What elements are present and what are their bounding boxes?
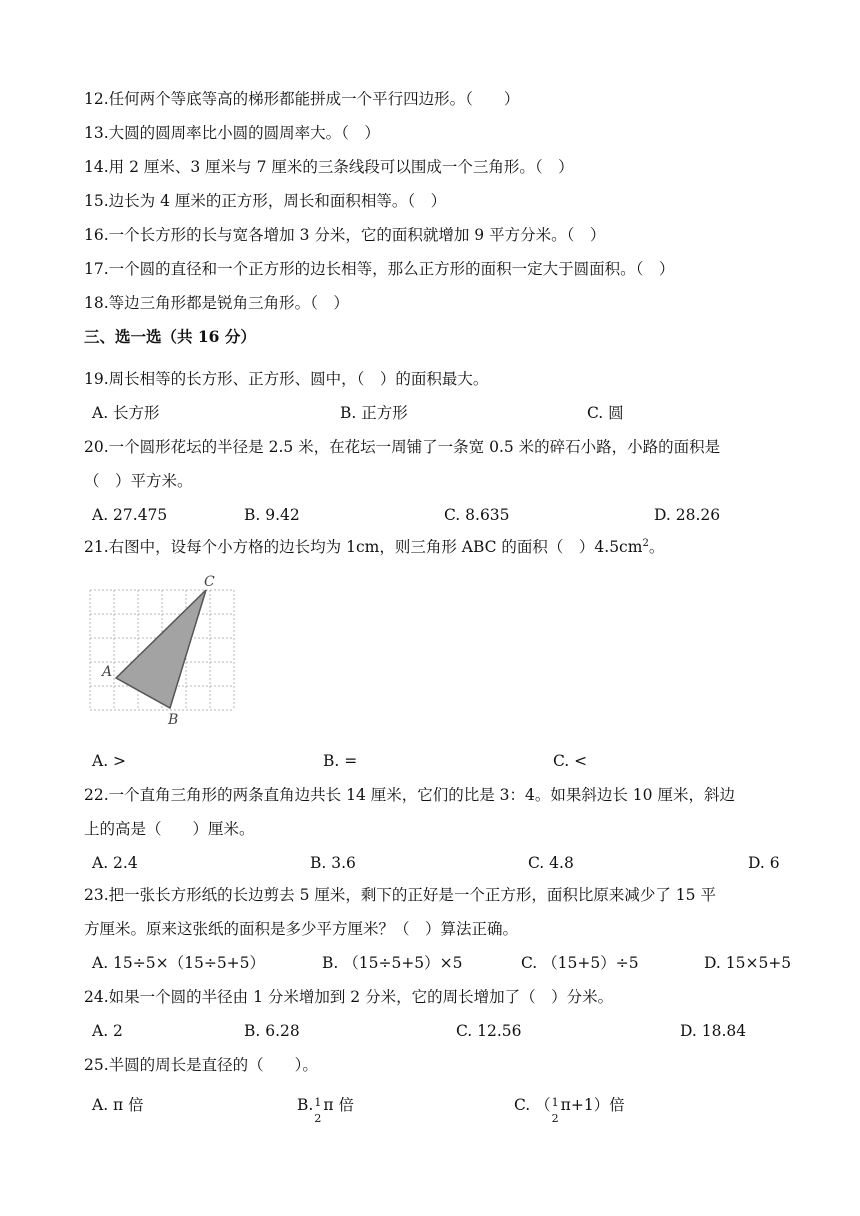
q24-option-d: D. 18.84 — [680, 1022, 747, 1040]
q25-option-b — [297, 1095, 354, 1125]
question-22-line-1: 22.一个直角三角形的两条直角边共长 14 厘米，它们的比是 3：4。如果斜边长 10 厘米，斜边 — [84, 786, 735, 804]
question-23-line-2: 方厘米。原来这张纸的面积是多少平方厘米？（ ）算法正确。 — [84, 920, 519, 938]
q21-option-b: B. = — [323, 752, 358, 770]
vertex-c-label: C — [204, 574, 215, 590]
fraction-one-half — [313, 1095, 323, 1125]
question-13: 13.大圆的圆周率比小圆的圆周率大。（ ） — [84, 124, 380, 142]
question-21-superscript: 2 — [642, 537, 649, 549]
q22-option-c: C. 4.8 — [528, 854, 574, 872]
q25-option-b-suffix: π 倍 — [323, 1096, 354, 1114]
question-20-line-2: （ ）平方米。 — [84, 472, 193, 490]
vertex-b-label: B — [168, 712, 179, 728]
q23-option-d: D. 15×5+5 — [704, 954, 792, 972]
q20-option-a: A. 27.475 — [92, 506, 168, 524]
question-14: 14.用 2 厘米、3 厘米与 7 厘米的三条线段可以围成一个三角形。（ ） — [84, 158, 574, 176]
question-19: 19.周长相等的长方形、正方形、圆中，（ ）的面积最大。 — [84, 370, 489, 388]
q19-option-a: A. 长方形 — [92, 404, 160, 422]
q21-option-c: C. < — [553, 752, 588, 770]
q23-option-c: C. （15+5）÷5 — [521, 954, 639, 972]
question-22-line-2: 上的高是（ ）厘米。 — [84, 820, 255, 838]
q25-option-b-prefix: B. — [297, 1096, 314, 1114]
question-25: 25.半圆的周长是直径的（ ）。 — [84, 1056, 318, 1074]
question-17: 17.一个圆的直径和一个正方形的边长相等，那么正方形的面积一定大于圆面积。（ ） — [84, 260, 675, 278]
question-12: 12.任何两个等底等高的梯形都能拼成一个平行四边形。（ ） — [84, 90, 520, 108]
question-16: 16.一个长方形的长与宽各增加 3 分米，它的面积就增加 9 平方分米。（ ） — [84, 226, 606, 244]
question-21-text: 21.右图中，设每个小方格的边长均为 1cm，则三角形 ABC 的面积（ ）4.5cm — [84, 538, 643, 556]
q20-option-c: C. 8.635 — [444, 506, 510, 524]
q23-option-a: A. 15÷5×（15÷5+5） — [92, 954, 266, 972]
q25-option-c — [514, 1095, 625, 1125]
question-23-line-1: 23.把一张长方形纸的长边剪去 5 厘米，剩下的正好是一个正方形，面积比原来减少了 15 平 — [84, 886, 716, 904]
fraction-numerator: 1 — [551, 1096, 559, 1109]
fraction-denominator: 2 — [551, 1112, 559, 1125]
q20-option-d: D. 28.26 — [654, 506, 721, 524]
q21-option-a: A. > — [92, 752, 127, 770]
triangle-grid-figure — [86, 574, 246, 734]
q22-option-a: A. 2.4 — [92, 854, 138, 872]
q22-option-b: B. 3.6 — [310, 854, 356, 872]
q23-option-b: B. （15÷5+5）×5 — [322, 954, 463, 972]
question-15: 15.边长为 4 厘米的正方形，周长和面积相等。（ ） — [84, 192, 447, 210]
question-18: 18.等边三角形都是锐角三角形。（ ） — [84, 294, 349, 312]
question-20-line-1: 20.一个圆形花坛的半径是 2.5 米，在花坛一周铺了一条宽 0.5 米的碎石小路，小路的面积是 — [84, 438, 721, 456]
q22-option-d: D. 6 — [748, 854, 780, 872]
q25-option-a: A. π 倍 — [92, 1096, 144, 1114]
q24-option-a: A. 2 — [92, 1022, 123, 1040]
q19-option-b: B. 正方形 — [340, 404, 408, 422]
q24-option-b: B. 6.28 — [244, 1022, 300, 1040]
fraction-denominator: 2 — [314, 1112, 322, 1125]
fraction-one-half — [551, 1095, 561, 1125]
section-3-heading: 三、选一选（共 16 分） — [84, 327, 256, 346]
q25-option-c-prefix: C. （ — [514, 1096, 551, 1114]
q24-option-c: C. 12.56 — [456, 1022, 522, 1040]
vertex-a-label: A — [102, 664, 113, 680]
fraction-numerator: 1 — [314, 1096, 322, 1109]
q20-option-b: B. 9.42 — [244, 506, 300, 524]
question-21-end: 。 — [648, 538, 665, 556]
question-24: 24.如果一个圆的半径由 1 分米增加到 2 分米，它的周长增加了（ ）分米。 — [84, 988, 614, 1006]
q25-option-c-suffix: π+1）倍 — [560, 1096, 625, 1114]
q19-option-c: C. 圆 — [587, 404, 624, 422]
question-21 — [84, 537, 664, 557]
